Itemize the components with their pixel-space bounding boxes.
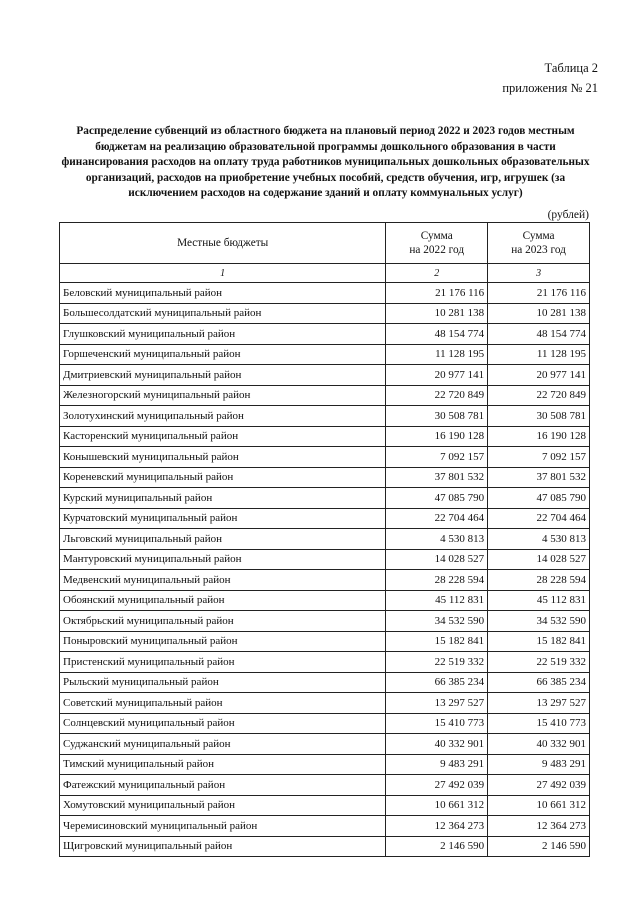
cell-sum-2023: 22 704 464 <box>488 508 590 529</box>
table-row <box>60 549 590 570</box>
table-row <box>60 529 590 550</box>
table-row <box>60 611 590 632</box>
cell-sum-2023: 2 146 590 <box>488 836 590 857</box>
cell-budget-name: Горшеченский муниципальный район <box>60 344 386 365</box>
cell-sum-2022: 40 332 901 <box>386 734 488 755</box>
cell-budget-name: Рыльский муниципальный район <box>60 672 386 693</box>
cell-budget-name: Суджанский муниципальный район <box>60 734 386 755</box>
table-row <box>60 488 590 509</box>
table-row <box>60 406 590 427</box>
header-local-budgets: Местные бюджеты <box>60 223 386 264</box>
cell-budget-name: Глушковский муниципальный район <box>60 324 386 345</box>
table-row <box>60 836 590 857</box>
header-sum-2023-line1: Сумма <box>522 230 555 242</box>
cell-budget-name: Курский муниципальный район <box>60 488 386 509</box>
cell-sum-2023: 20 977 141 <box>488 365 590 386</box>
table-row <box>60 467 590 488</box>
table-row <box>60 713 590 734</box>
cell-sum-2022: 9 483 291 <box>386 754 488 775</box>
table-row <box>60 734 590 755</box>
table-row <box>60 303 590 324</box>
table-row <box>60 631 590 652</box>
cell-budget-name: Большесолдатский муниципальный район <box>60 303 386 324</box>
column-index-row <box>60 264 590 283</box>
cell-sum-2022: 37 801 532 <box>386 467 488 488</box>
cell-sum-2022: 22 720 849 <box>386 385 488 406</box>
cell-sum-2023: 34 532 590 <box>488 611 590 632</box>
table-header-row <box>60 223 590 264</box>
table-row <box>60 590 590 611</box>
table-row <box>60 385 590 406</box>
cell-sum-2022: 13 297 527 <box>386 693 488 714</box>
table-row <box>60 795 590 816</box>
table-row <box>60 426 590 447</box>
table-row <box>60 693 590 714</box>
cell-sum-2022: 15 182 841 <box>386 631 488 652</box>
cell-sum-2023: 40 332 901 <box>488 734 590 755</box>
cell-sum-2023: 12 364 273 <box>488 816 590 837</box>
table-row <box>60 775 590 796</box>
appendix-number: приложения № 21 <box>502 81 598 95</box>
cell-sum-2023: 13 297 527 <box>488 693 590 714</box>
cell-sum-2022: 66 385 234 <box>386 672 488 693</box>
cell-sum-2023: 22 720 849 <box>488 385 590 406</box>
cell-budget-name: Дмитриевский муниципальный район <box>60 365 386 386</box>
header-sum-2022-line2: на 2022 год <box>409 244 465 256</box>
cell-sum-2023: 10 661 312 <box>488 795 590 816</box>
cell-sum-2022: 15 410 773 <box>386 713 488 734</box>
cell-sum-2022: 2 146 590 <box>386 836 488 857</box>
cell-budget-name: Фатежский муниципальный район <box>60 775 386 796</box>
cell-sum-2023: 21 176 116 <box>488 283 590 304</box>
column-index-3: 3 <box>488 264 590 283</box>
column-index-1: 1 <box>60 264 386 283</box>
cell-sum-2022: 45 112 831 <box>386 590 488 611</box>
table-row <box>60 447 590 468</box>
cell-sum-2023: 10 281 138 <box>488 303 590 324</box>
header-sum-2022 <box>386 223 488 264</box>
table-row <box>60 508 590 529</box>
cell-budget-name: Медвенский муниципальный район <box>60 570 386 591</box>
cell-sum-2023: 16 190 128 <box>488 426 590 447</box>
cell-budget-name: Тимский муниципальный район <box>60 754 386 775</box>
cell-sum-2022: 21 176 116 <box>386 283 488 304</box>
cell-sum-2023: 28 228 594 <box>488 570 590 591</box>
cell-budget-name: Поныровский муниципальный район <box>60 631 386 652</box>
cell-budget-name: Хомутовский муниципальный район <box>60 795 386 816</box>
cell-sum-2022: 7 092 157 <box>386 447 488 468</box>
table-row <box>60 652 590 673</box>
header-sum-2023 <box>488 223 590 264</box>
cell-sum-2022: 22 704 464 <box>386 508 488 529</box>
cell-budget-name: Октябрьский муниципальный район <box>60 611 386 632</box>
cell-sum-2023: 15 182 841 <box>488 631 590 652</box>
column-index-2: 2 <box>386 264 488 283</box>
cell-sum-2023: 27 492 039 <box>488 775 590 796</box>
cell-budget-name: Кореневский муниципальный район <box>60 467 386 488</box>
cell-sum-2023: 9 483 291 <box>488 754 590 775</box>
cell-sum-2022: 48 154 774 <box>386 324 488 345</box>
table-row <box>60 324 590 345</box>
cell-budget-name: Золотухинский муниципальный район <box>60 406 386 427</box>
cell-sum-2023: 45 112 831 <box>488 590 590 611</box>
cell-sum-2023: 48 154 774 <box>488 324 590 345</box>
table-row <box>60 344 590 365</box>
cell-budget-name: Курчатовский муниципальный район <box>60 508 386 529</box>
cell-sum-2022: 28 228 594 <box>386 570 488 591</box>
cell-sum-2022: 20 977 141 <box>386 365 488 386</box>
cell-budget-name: Железногорский муниципальный район <box>60 385 386 406</box>
cell-sum-2023: 15 410 773 <box>488 713 590 734</box>
unit-label: (рублей) <box>547 209 589 221</box>
table-row <box>60 754 590 775</box>
cell-budget-name: Касторенский муниципальный район <box>60 426 386 447</box>
table-number: Таблица 2 <box>544 61 598 75</box>
cell-sum-2022: 30 508 781 <box>386 406 488 427</box>
cell-sum-2022: 11 128 195 <box>386 344 488 365</box>
cell-sum-2022: 10 661 312 <box>386 795 488 816</box>
cell-budget-name: Пристенский муниципальный район <box>60 652 386 673</box>
cell-sum-2022: 22 519 332 <box>386 652 488 673</box>
cell-sum-2023: 30 508 781 <box>488 406 590 427</box>
cell-budget-name: Черемисиновский муниципальный район <box>60 816 386 837</box>
header-sum-2023-line2: на 2023 год <box>511 244 566 256</box>
cell-sum-2022: 27 492 039 <box>386 775 488 796</box>
cell-budget-name: Щигровский муниципальный район <box>60 836 386 857</box>
cell-sum-2022: 4 530 813 <box>386 529 488 550</box>
table-row <box>60 365 590 386</box>
cell-sum-2023: 47 085 790 <box>488 488 590 509</box>
cell-sum-2023: 7 092 157 <box>488 447 590 468</box>
cell-budget-name: Конышевский муниципальный район <box>60 447 386 468</box>
cell-sum-2023: 11 128 195 <box>488 344 590 365</box>
document-title: Распределение субвенций из областного бюджета на плановый период 2022 и 2023 годов местным бюджетам на реализацию образовательной программы дошкольного образования в части финансирования расходов на оплату труда работников муниципальных дошкольных образовательных организаций, расходов на приобретение учебных пособий, средств обучения, игр, игрушек (за исключением расходов на содержание зданий и оплату коммунальных услуг) <box>61 125 590 199</box>
cell-sum-2023: 4 530 813 <box>488 529 590 550</box>
cell-budget-name: Советский муниципальный район <box>60 693 386 714</box>
table-row <box>60 816 590 837</box>
cell-sum-2022: 12 364 273 <box>386 816 488 837</box>
cell-budget-name: Льговский муниципальный район <box>60 529 386 550</box>
cell-budget-name: Мантуровский муниципальный район <box>60 549 386 570</box>
table-row <box>60 570 590 591</box>
cell-sum-2023: 14 028 527 <box>488 549 590 570</box>
cell-budget-name: Солнцевский муниципальный район <box>60 713 386 734</box>
cell-budget-name: Обоянский муниципальный район <box>60 590 386 611</box>
cell-sum-2022: 14 028 527 <box>386 549 488 570</box>
cell-sum-2023: 66 385 234 <box>488 672 590 693</box>
cell-sum-2022: 47 085 790 <box>386 488 488 509</box>
subvention-table <box>59 222 590 857</box>
cell-sum-2022: 34 532 590 <box>386 611 488 632</box>
cell-sum-2023: 22 519 332 <box>488 652 590 673</box>
table-row <box>60 672 590 693</box>
cell-sum-2023: 37 801 532 <box>488 467 590 488</box>
table-row <box>60 283 590 304</box>
cell-sum-2022: 10 281 138 <box>386 303 488 324</box>
header-sum-2022-line1: Сумма <box>420 230 453 242</box>
cell-sum-2022: 16 190 128 <box>386 426 488 447</box>
cell-budget-name: Беловский муниципальный район <box>60 283 386 304</box>
table-reference <box>502 58 598 98</box>
